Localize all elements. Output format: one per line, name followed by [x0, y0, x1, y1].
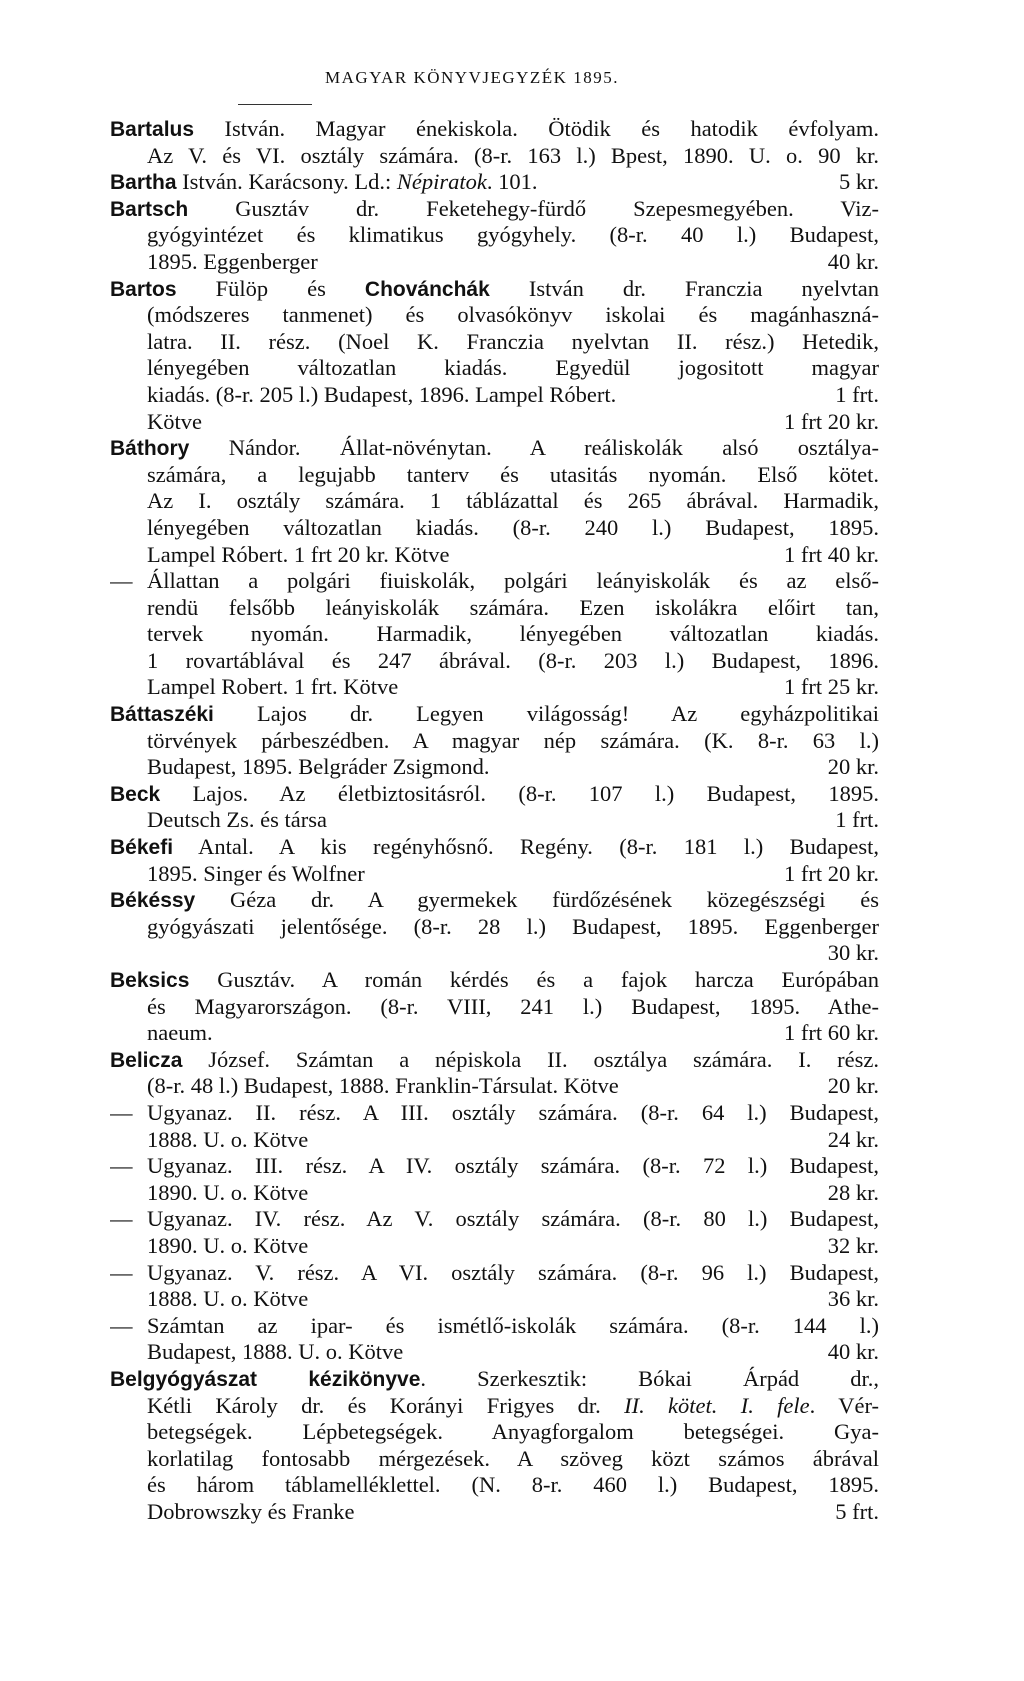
- catalog-entry: [110, 276, 879, 436]
- entry-segment: rendü felsőbb leányiskolák számára. Ezen iskolákra előirt tan,: [147, 594, 879, 620]
- author-name: Bartsch: [110, 197, 189, 221]
- entry-text: [147, 568, 879, 593]
- entry-text: [110, 276, 879, 301]
- entry-line: [110, 435, 879, 462]
- entry-segment: számára, a legujabb tanterv és utasitás nyomán. Első kötet.: [147, 461, 879, 487]
- entry-text: [110, 116, 879, 141]
- entry-line: [110, 781, 879, 808]
- entry-segment: korlatilag fontosabb mérgezések. A szöveg közt számos ábrával: [147, 1445, 879, 1471]
- entry-segment: latra. II. rész. (Noel K. Franczia nyelvtan II. rész.) Hetedik,: [147, 328, 879, 354]
- catalog-entry: [110, 196, 879, 276]
- ditto-dash: —: [110, 1099, 133, 1125]
- entry-line: [110, 116, 879, 143]
- entry-text: [147, 1127, 308, 1154]
- entry-segment: . Vér-: [809, 1392, 879, 1418]
- author-name: Belgyógyászat kézikönyve: [110, 1367, 421, 1391]
- entry-segment: Lampel Robert. 1 frt. Kötve: [147, 674, 399, 700]
- entry-segment: gyógyintézet és klimatikus gyógyhely. (8-r. 40 l.) Budapest,: [147, 222, 879, 248]
- entry-line: [110, 967, 879, 994]
- author-name: Bartos: [110, 277, 177, 301]
- price: 1 frt 60 kr.: [784, 1020, 879, 1046]
- entry-text: [147, 143, 879, 168]
- entry-line: [110, 542, 879, 569]
- author-name: Beksics: [110, 969, 190, 992]
- entry-line: [110, 1073, 879, 1100]
- entry-line: [110, 1100, 879, 1127]
- catalog-entry: [110, 967, 879, 1047]
- page-header-title: MAGYAR KÖNYVJEGYZÉK 1895.: [325, 68, 619, 87]
- entry-segment: 1890. U. o. Kötve: [147, 1232, 309, 1258]
- entry-text: [147, 1446, 879, 1471]
- entry-segment: József. Számtan a népiskola II. osztálya számára. I. rész.: [182, 1046, 879, 1072]
- entry-text: [147, 1020, 213, 1047]
- price: 1 frt.: [835, 381, 879, 407]
- entry-line: [110, 701, 879, 728]
- entry-segment: István. Karácsony. Ld.:: [176, 169, 397, 195]
- price: 1 frt 20 kr.: [784, 408, 879, 434]
- entry-text: [110, 834, 879, 859]
- entry-text: [147, 595, 879, 620]
- catalog-entry: [110, 1206, 879, 1259]
- entry-line: [110, 302, 879, 329]
- entry-segment: 1 rovartáblával és 247 ábrával. (8-r. 203 l.) Budapest, 1896.: [147, 647, 879, 673]
- entry-line: [110, 861, 879, 888]
- entry-line: [110, 488, 879, 515]
- entry-segment: István dr. Franczia nyelvtan: [489, 275, 879, 301]
- entry-text: [147, 249, 318, 276]
- entry-segment: lényegében változatlan kiadás. (8-r. 240 l.) Budapest, 1895.: [147, 514, 879, 540]
- entry-segment: Deutsch Zs. és társa: [147, 807, 327, 833]
- ditto-dash: —: [110, 1206, 133, 1232]
- entry-line: [110, 196, 879, 223]
- price: 40 kr.: [827, 248, 879, 274]
- entry-text: [147, 1499, 354, 1526]
- entry-line: [110, 1419, 879, 1446]
- entry-line: [110, 1472, 879, 1499]
- entry-text: [147, 1286, 308, 1313]
- entry-text: [110, 781, 879, 806]
- entry-line: [110, 834, 879, 861]
- header-rule: [238, 104, 312, 105]
- author-name: Bartalus: [110, 118, 195, 141]
- entry-segment: tervek nyomán. Harmadik, lényegében változatlan kiadás.: [147, 621, 879, 647]
- catalog-entry: [110, 1100, 879, 1153]
- entry-text: [147, 1100, 879, 1125]
- entry-segment: 1890. U. o. Kötve: [147, 1179, 309, 1205]
- entry-line: [110, 1260, 879, 1287]
- price: 24 kr.: [827, 1126, 879, 1152]
- entry-segment: és Magyarországon. (8-r. VIII, 241 l.) Budapest, 1895. Athe-: [147, 993, 879, 1019]
- entry-segment: 1895. Eggenberger: [147, 248, 318, 274]
- catalog-entry: [110, 1047, 879, 1100]
- entry-line: [110, 1339, 879, 1366]
- entry-segment: 1888. U. o. Kötve: [147, 1286, 309, 1312]
- entry-text: [147, 1153, 879, 1178]
- entry-line: [110, 674, 879, 701]
- catalog-entry: [110, 1153, 879, 1206]
- entry-segment: Számtan az ipar- és ismétlő-iskolák számára. (8-r. 144 l.): [147, 1312, 879, 1338]
- entry-line: [110, 169, 879, 196]
- entry-text: [147, 1233, 308, 1260]
- entry-text: [147, 674, 398, 701]
- entry-line: [110, 621, 879, 648]
- italic-title: Népiratok: [396, 169, 487, 195]
- catalog-entry: [110, 1260, 879, 1313]
- entry-line: [110, 276, 879, 303]
- price: 36 kr.: [827, 1286, 879, 1312]
- entry-segment: (8-r. 48 l.) Budapest, 1888. Franklin-Társulat. Kötve: [147, 1073, 619, 1099]
- entry-line: [110, 940, 879, 967]
- entry-line: [110, 382, 879, 409]
- catalog-entry: [110, 887, 879, 967]
- entry-text: [147, 728, 879, 753]
- price: 40 kr.: [827, 1339, 879, 1365]
- price: 30 kr.: [827, 940, 879, 966]
- entry-line: [110, 887, 879, 914]
- entry-segment: Az V. és VI. osztály számára. (8-r. 163 l.) Bpest, 1890. U. o. 90 kr.: [147, 142, 879, 168]
- entry-segment: . Szerkesztik: Bókai Árpád dr.,: [420, 1365, 879, 1391]
- entry-segment: lényegében változatlan kiadás. Egyedül jogositott magyar: [147, 355, 879, 381]
- entry-segment: Nándor. Állat-növénytan. A reáliskolák alsó osztálya-: [189, 435, 879, 461]
- price: 32 kr.: [827, 1232, 879, 1258]
- entry-text: [147, 409, 202, 436]
- entry-text: [147, 1180, 308, 1207]
- entry-line: [110, 1153, 879, 1180]
- entry-line: [110, 355, 879, 382]
- catalog-entry: [110, 169, 879, 196]
- entry-line: [110, 515, 879, 542]
- entry-segment: Az I. osztály számára. 1 táblázattal és 265 ábrával. Harmadik,: [147, 488, 879, 514]
- entry-line: [110, 1393, 879, 1420]
- entry-segment: Ugyanaz. II. rész. A III. osztály számára. (8-r. 64 l.) Budapest,: [147, 1099, 879, 1125]
- entry-text: [147, 648, 879, 673]
- entry-segment: Lampel Róbert. 1 frt 20 kr. Kötve: [147, 541, 450, 567]
- entry-text: [147, 222, 879, 247]
- entry-text: [110, 967, 879, 992]
- entry-segment: Budapest, 1895. Belgráder Zsigmond.: [147, 754, 490, 780]
- price: 1 frt 25 kr.: [784, 674, 879, 700]
- entry-text: [147, 1260, 879, 1285]
- entry-line: [110, 1499, 879, 1526]
- price: 5 kr.: [838, 169, 879, 195]
- entry-text: [147, 329, 879, 354]
- entry-text: [147, 861, 365, 888]
- entry-segment: (módszeres tanmenet) és olvasókönyv iskolai és magánhaszná-: [147, 302, 879, 328]
- entry-text: [110, 1047, 879, 1072]
- entry-text: [147, 1073, 619, 1100]
- entry-text: [147, 542, 449, 569]
- price: 5 frt.: [835, 1498, 879, 1524]
- entry-line: [110, 728, 879, 755]
- entry-segment: Fülöp és: [176, 275, 365, 301]
- entry-segment: Kétli Károly dr. és Korányi Frigyes dr.: [147, 1392, 625, 1418]
- entry-line: [110, 1286, 879, 1313]
- catalog-entry: [110, 116, 879, 169]
- entry-segment: naeum.: [147, 1020, 213, 1046]
- entry-text: [147, 754, 489, 781]
- ditto-dash: —: [110, 1153, 133, 1179]
- entry-line: [110, 462, 879, 489]
- entry-text: [147, 807, 327, 834]
- entry-text: [147, 382, 616, 409]
- entry-text: [147, 621, 879, 646]
- entry-text: [147, 462, 879, 487]
- entry-text: [147, 1206, 879, 1231]
- entry-line: [110, 1233, 879, 1260]
- catalog-entries: [110, 116, 879, 1525]
- entry-text: [110, 196, 879, 221]
- catalog-entry: [110, 435, 879, 568]
- catalog-entry: [110, 1366, 879, 1526]
- price: 1 frt 40 kr.: [784, 541, 879, 567]
- entry-segment: . 101.: [486, 169, 538, 195]
- entry-segment: 1895. Singer és Wolfner: [147, 860, 365, 886]
- entry-line: [110, 143, 879, 170]
- entry-text: [147, 1472, 879, 1497]
- entry-line: [110, 1206, 879, 1233]
- entry-line: [110, 595, 879, 622]
- entry-segment: Lajos. Az életbiztositásról. (8-r. 107 l.) Budapest, 1895.: [160, 780, 879, 806]
- entry-segment: Ugyanaz. IV. rész. Az V. osztály számára. (8-r. 80 l.) Budapest,: [147, 1206, 879, 1232]
- entry-segment: Lajos dr. Legyen világosság! Az egyházpolitikai: [213, 701, 879, 727]
- entry-line: [110, 754, 879, 781]
- entry-text: [147, 1339, 403, 1366]
- entry-text: [147, 515, 879, 540]
- entry-line: [110, 1127, 879, 1154]
- entry-segment: Kötve: [147, 408, 202, 434]
- entry-line: [110, 1047, 879, 1074]
- catalog-entry: [110, 781, 879, 834]
- ditto-dash: —: [110, 568, 133, 594]
- italic-title: II. kötet. I. fele: [624, 1392, 810, 1418]
- entry-segment: és három táblamelléklettel. (N. 8-r. 460 l.) Budapest, 1895.: [147, 1472, 879, 1498]
- entry-segment: gyógyászati jelentősége. (8-r. 28 l.) Budapest, 1895. Eggenberger: [147, 913, 879, 939]
- entry-segment: Gusztáv. A román kérdés és a fajok harcza Európában: [189, 967, 879, 992]
- author-name: Chovánchák: [364, 277, 490, 301]
- catalog-entry: [110, 1313, 879, 1366]
- entry-segment: Állattan a polgári fiuiskolák, polgári leányiskolák és az első-: [147, 568, 879, 594]
- author-name: Bartha: [110, 171, 177, 195]
- entry-segment: Gusztáv dr. Feketehegy-fürdő Szepesmegyében. Viz-: [188, 195, 879, 221]
- entry-segment: Budapest, 1888. U. o. Kötve: [147, 1339, 404, 1365]
- entry-line: [110, 329, 879, 356]
- entry-line: [110, 914, 879, 941]
- entry-line: [110, 568, 879, 595]
- author-name: Belicza: [110, 1048, 183, 1072]
- price: 20 kr.: [827, 754, 879, 780]
- entry-segment: 1888. U. o. Kötve: [147, 1126, 309, 1152]
- entry-line: [110, 249, 879, 276]
- entry-segment: Dobrowszky és Franke: [147, 1498, 355, 1524]
- catalog-entry: [110, 701, 879, 781]
- entry-line: [110, 994, 879, 1021]
- entry-text: [147, 1393, 879, 1418]
- ditto-dash: —: [110, 1312, 133, 1338]
- price: 1 frt 20 kr.: [784, 860, 879, 886]
- catalog-entry: [110, 568, 879, 701]
- entry-segment: betegségek. Lépbetegségek. Anyagforgalom betegségei. Gya-: [147, 1419, 879, 1445]
- entry-line: [110, 648, 879, 675]
- entry-text: [110, 435, 879, 460]
- entry-line: [110, 1313, 879, 1340]
- entry-line: [110, 409, 879, 436]
- entry-text: [147, 1419, 879, 1444]
- entry-text: [110, 1366, 879, 1391]
- price: 20 kr.: [827, 1073, 879, 1099]
- entry-text: [147, 994, 879, 1019]
- entry-text: [147, 488, 879, 513]
- entry-segment: kiadás. (8-r. 205 l.) Budapest, 1896. Lampel Róbert.: [147, 381, 617, 407]
- entry-segment: István. Magyar énekiskola. Ötödik és hatodik évfolyam.: [194, 116, 879, 141]
- price: 28 kr.: [827, 1179, 879, 1205]
- entry-text: [147, 355, 879, 380]
- ditto-dash: —: [110, 1259, 133, 1285]
- author-name: Beck: [110, 782, 161, 806]
- entry-line: [110, 807, 879, 834]
- entry-segment: törvények párbeszédben. A magyar nép számára. (K. 8-r. 63 l.): [147, 727, 879, 753]
- price: 1 frt.: [835, 807, 879, 833]
- entry-text: [110, 887, 879, 912]
- author-name: Békefi: [110, 836, 174, 860]
- author-name: Békéssy: [110, 889, 196, 913]
- entry-text: [110, 701, 879, 726]
- entry-segment: Antal. A kis regényhősnő. Regény. (8-r. 181 l.) Budapest,: [173, 834, 879, 860]
- entry-line: [110, 222, 879, 249]
- author-name: Báttaszéki: [110, 703, 214, 727]
- entry-line: [110, 1366, 879, 1393]
- entry-text: [147, 1313, 879, 1338]
- entry-text: [147, 914, 879, 939]
- author-name: Báthory: [110, 437, 190, 461]
- entry-segment: Ugyanaz. III. rész. A IV. osztály számára. (8-r. 72 l.) Budapest,: [147, 1153, 879, 1179]
- entry-line: [110, 1180, 879, 1207]
- catalog-entry: [110, 834, 879, 887]
- entry-text: [110, 169, 538, 196]
- entry-segment: Géza dr. A gyermekek fürdőzésének közegészségi és: [195, 887, 879, 913]
- entry-line: [110, 1020, 879, 1047]
- entry-line: [110, 1446, 879, 1473]
- entry-text: [147, 302, 879, 327]
- entry-segment: Ugyanaz. V. rész. A VI. osztály számára. (8-r. 96 l.) Budapest,: [147, 1259, 879, 1285]
